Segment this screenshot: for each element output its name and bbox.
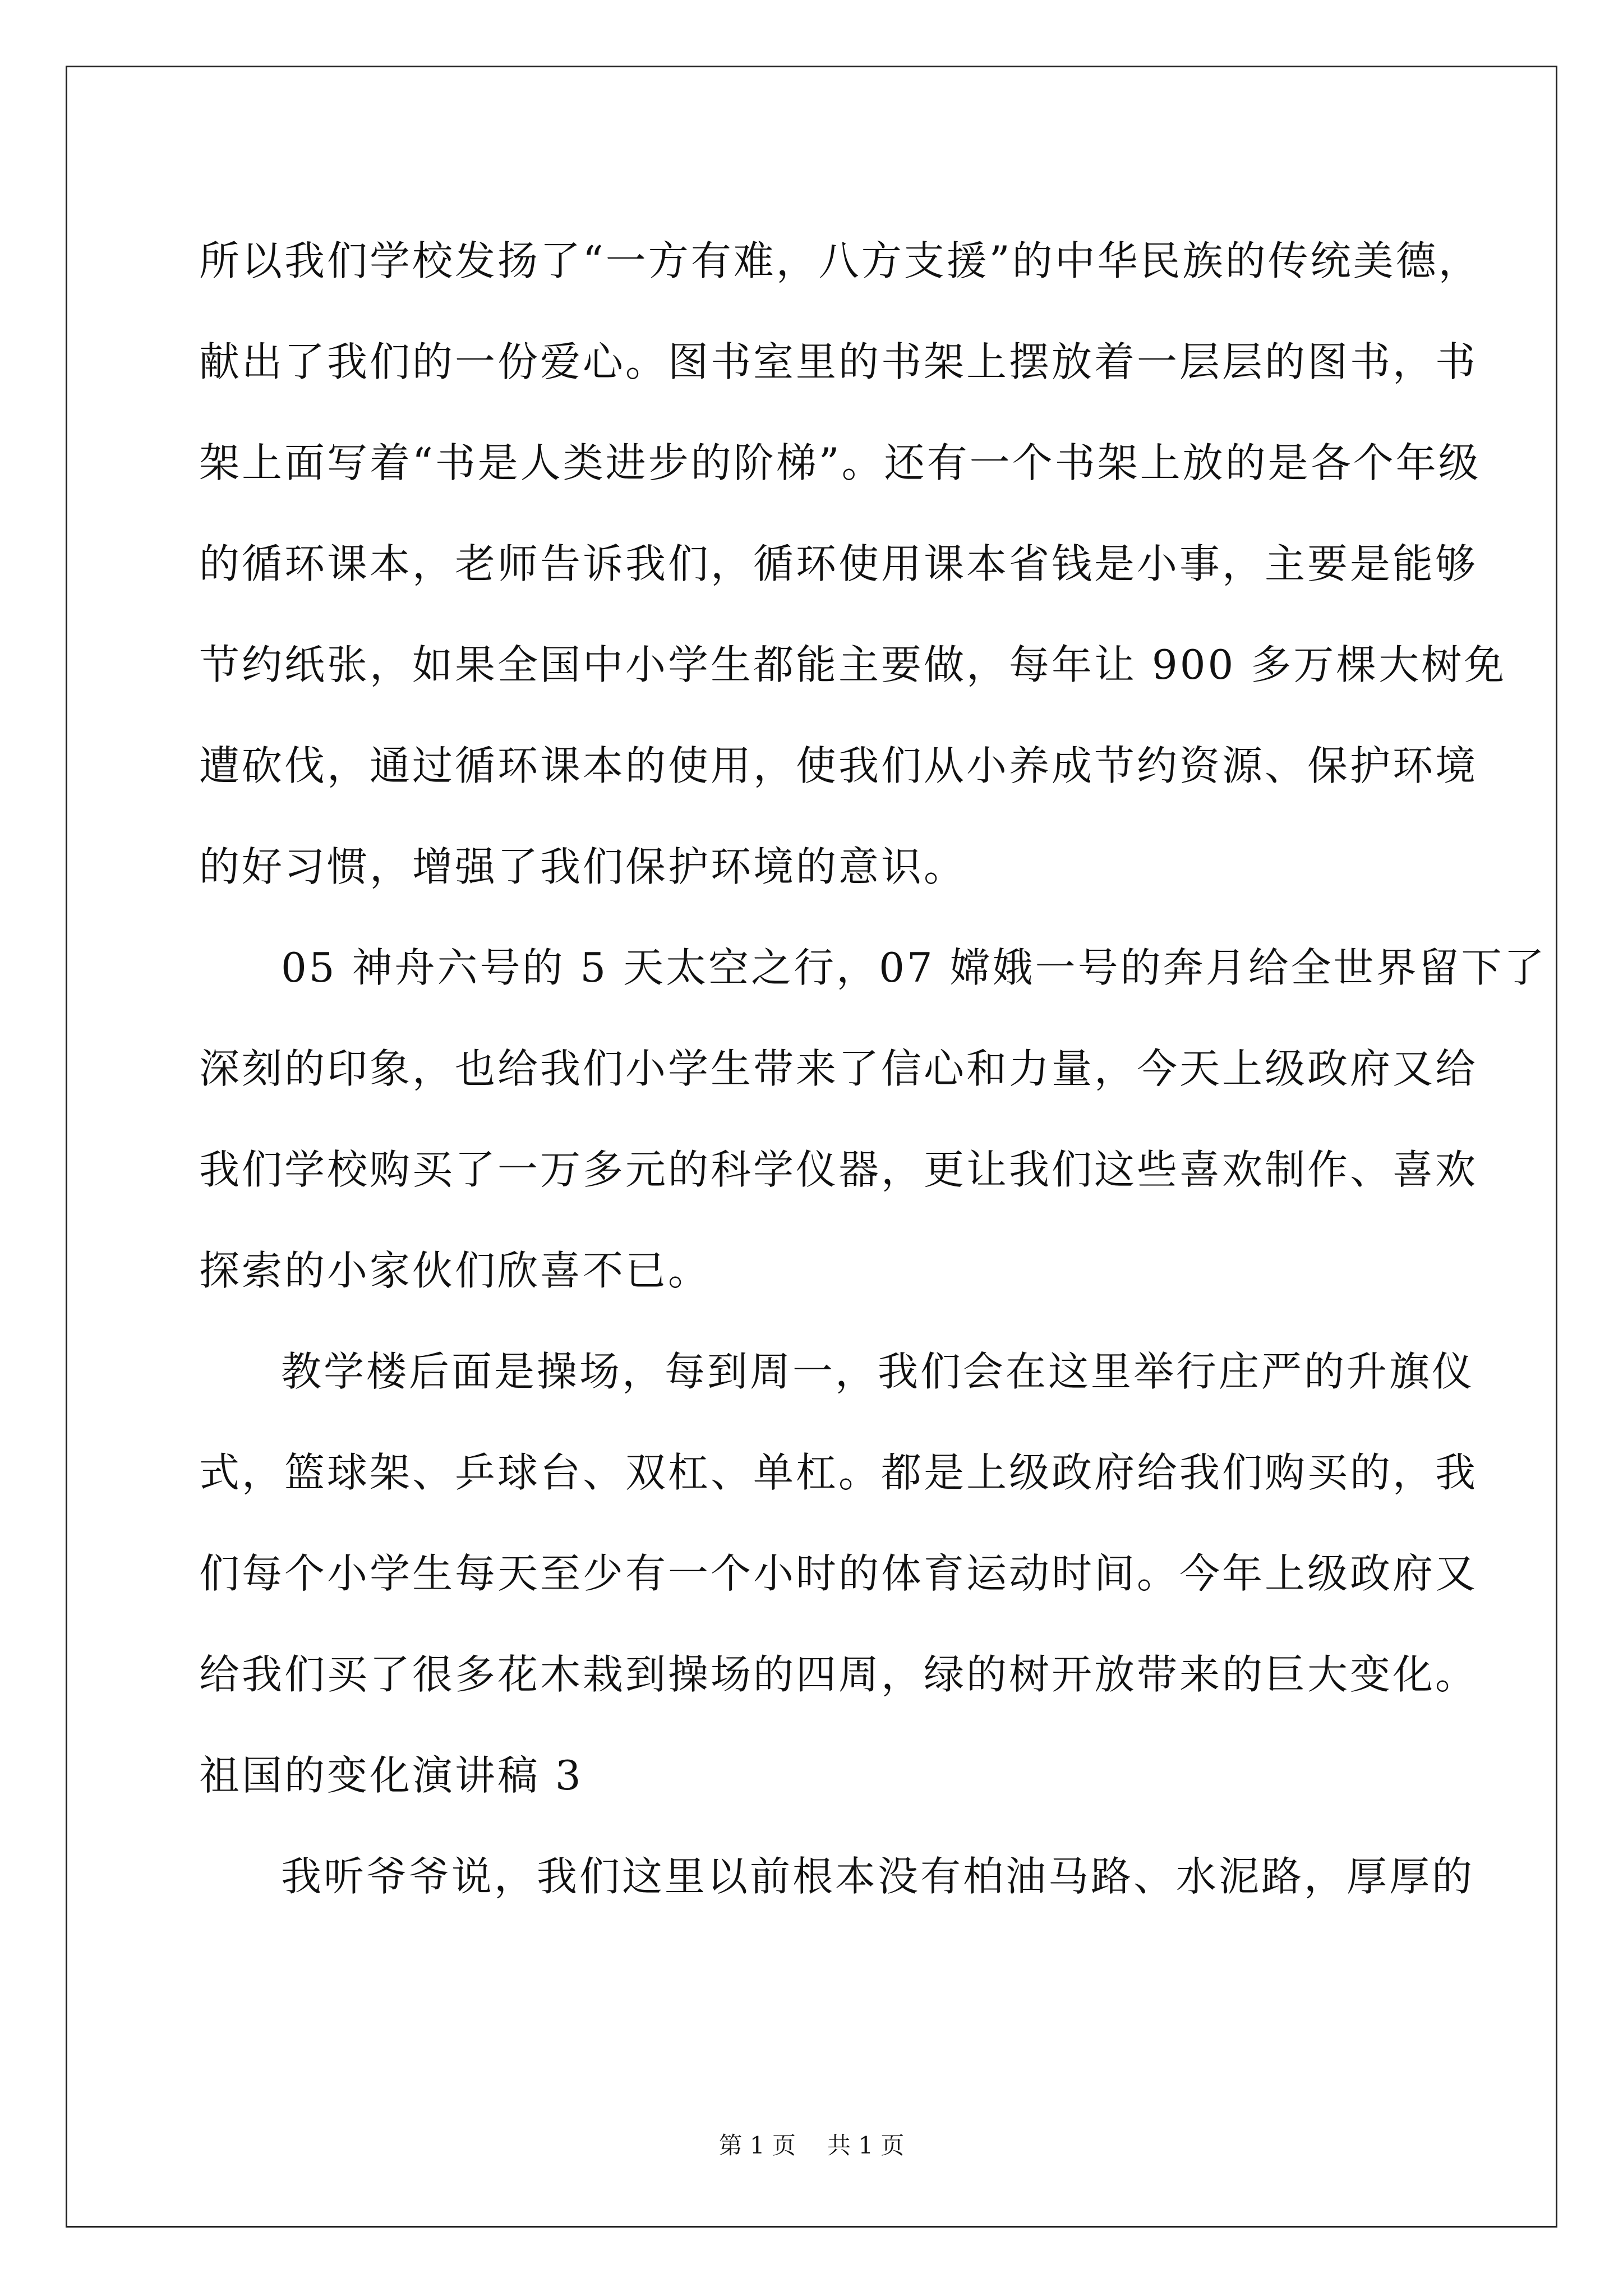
paragraph-start-line: 05 神舟六号的 5 天太空之行，07 嫦娥一号的奔月给全世界留下了: [281, 944, 1547, 991]
page-footer: [0, 2129, 1623, 2162]
text-line: 探索的小家伙们欣喜不已。: [199, 1247, 711, 1294]
text-line: 深刻的印象，也给我们小学生带来了信心和力量，今天上级政府又给: [199, 1045, 1478, 1092]
text-line: 献出了我们的一份爱心。图书室里的书架上摆放着一层层的图书，书: [199, 338, 1478, 385]
text-line: 架上面写着“书是人类进步的阶梯”。还有一个书架上放的是各个年级: [199, 439, 1481, 486]
text-line: 遭砍伐，通过循环课本的使用，使我们从小养成节约资源、保护环境: [199, 742, 1478, 789]
text-line: 所以我们学校发扬了“一方有难，八方支援”的中华民族的传统美德，: [199, 237, 1481, 284]
text-line: 节约纸张，如果全国中小学生都能主要做，每年让 900 多万棵大树免: [199, 641, 1507, 688]
paragraph-start-line: 我听爷爷说，我们这里以前根本没有柏油马路、水泥路，厚厚的: [281, 1853, 1475, 1900]
text-line: 我们学校购买了一万多元的科学仪器，更让我们这些喜欢制作、喜欢: [199, 1146, 1478, 1193]
text-line: 们每个小学生每天至少有一个小时的体育运动时间。今年上级政府又: [199, 1550, 1478, 1597]
text-line: 给我们买了很多花木栽到操场的四周，绿的树开放带来的巨大变化。: [199, 1651, 1478, 1698]
text-line: 式，篮球架、乒球台、双杠、单杠。都是上级政府给我们购买的，我: [199, 1449, 1478, 1496]
page-total: 共 1 页: [827, 2132, 905, 2159]
paragraph-start-line: 教学楼后面是操场，每到周一，我们会在这里举行庄严的升旗仪: [281, 1348, 1475, 1395]
section-heading: 祖国的变化演讲稿 3: [199, 1752, 583, 1799]
page-number: 第 1 页: [718, 2132, 796, 2159]
document-body: [199, 210, 1547, 1927]
text-line: 的好习惯，增强了我们保护环境的意识。: [199, 843, 967, 890]
text-line: 的循环课本，老师告诉我们，循环使用课本省钱是小事，主要是能够: [199, 540, 1478, 587]
